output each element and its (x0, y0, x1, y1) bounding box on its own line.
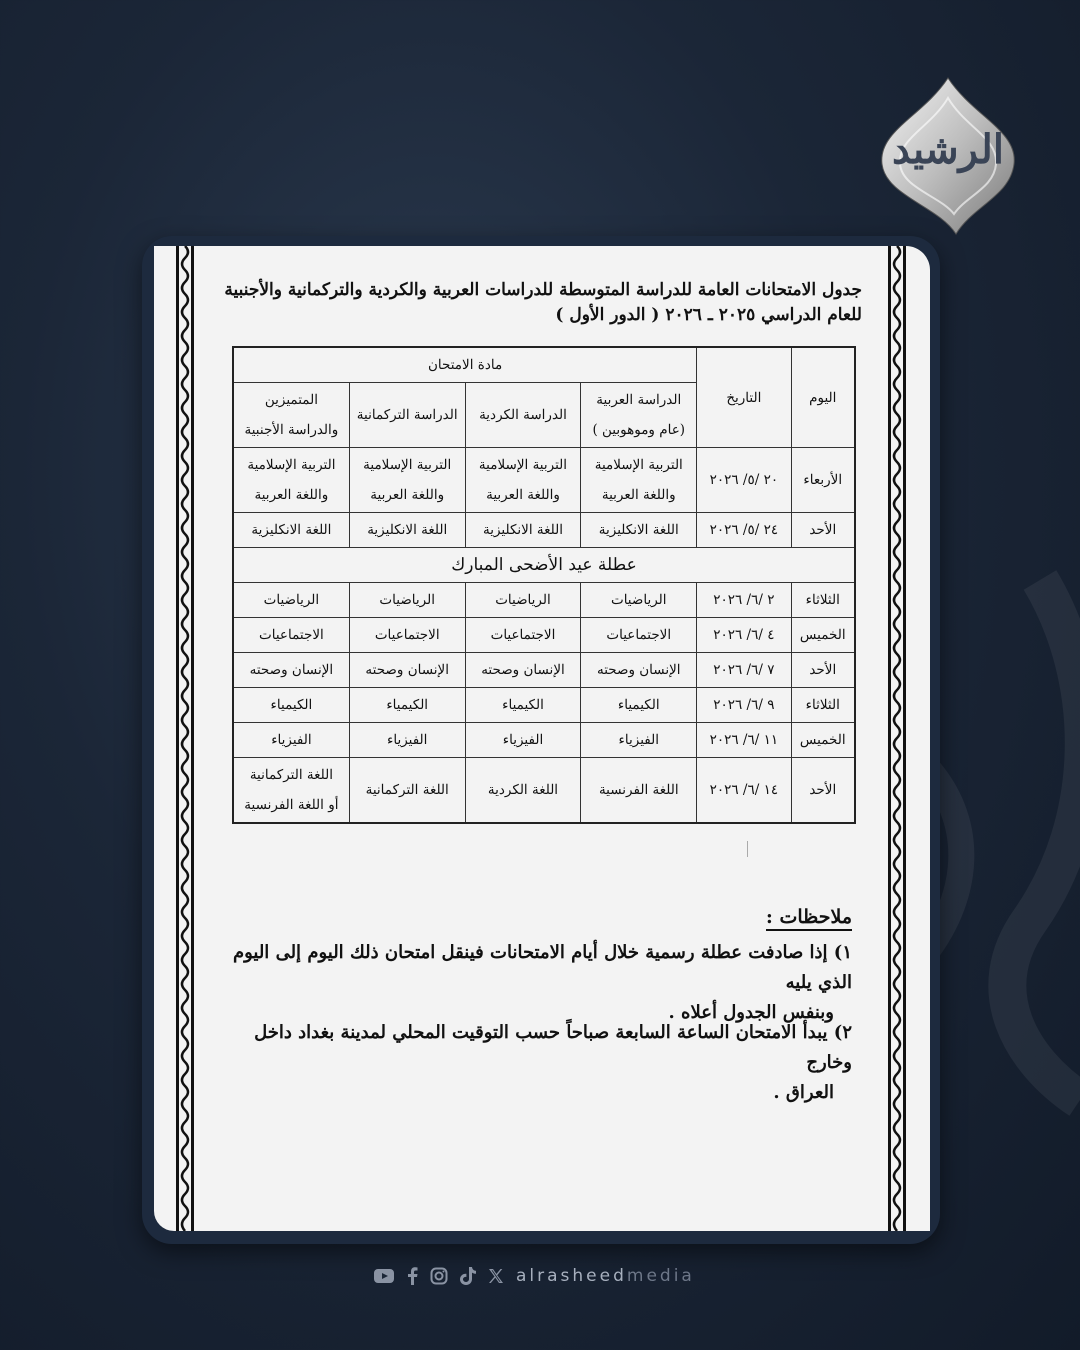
holiday-row (233, 548, 855, 583)
cell-kurdish-subject: الاجتماعيات (465, 618, 581, 653)
cell-turkmen-subject: الفيزياء (349, 723, 465, 758)
cell-subject-line2: واللغة العربية (601, 487, 676, 503)
cell-distinguished-line2: أو اللغة الفرنسية (244, 797, 339, 813)
cell-distinguished-subject: الفيزياء (233, 723, 349, 758)
header-date: التاريخ (697, 347, 791, 448)
header-distinguished-line1: المتميزين (264, 392, 318, 408)
cell-turkmen-subject: الرياضيات (349, 583, 465, 618)
decorative-border-right (888, 246, 906, 1231)
cell-subject-line1: التربية الإسلامية (363, 457, 452, 473)
cell-day: الخميس (791, 618, 855, 653)
header-distinguished-line2: والدراسة الأجنبية (244, 422, 339, 438)
header-subject-group: مادة الامتحان (233, 347, 697, 383)
cell-turkmen-subject (349, 513, 465, 548)
table-row (233, 688, 855, 723)
handle-dim: media (626, 1266, 695, 1286)
cell-date: ١٤ /٦/ ٢٠٢٦ (697, 758, 791, 824)
cell-turkmen-subject: الإنسان وصحته (349, 653, 465, 688)
cell-turkmen-subject: اللغة التركمانية (349, 758, 465, 824)
header-kurdish-study: الدراسة الكردية (465, 383, 581, 448)
cell-turkmen-subject: الكيمياء (349, 688, 465, 723)
cell-date: ٩ /٦/ ٢٠٢٦ (697, 688, 791, 723)
table-row (233, 618, 855, 653)
table-row (233, 513, 855, 548)
cell-date: ٢٠ /٥/ ٢٠٢٦ (697, 448, 791, 513)
title-line-2: للعام الدراسي ٢٠٢٥ ـ ٢٠٢٦ ( الدور الأول ) (555, 305, 862, 325)
cell-day: الخميس (791, 723, 855, 758)
cell-arabic-subject: الرياضيات (581, 583, 697, 618)
alrasheed-logo (878, 76, 1018, 236)
cell-turkmen-subject: الاجتماعيات (349, 618, 465, 653)
notes-heading: ملاحظات : (766, 906, 852, 931)
cell-arabic-subject: الفيزياء (581, 723, 697, 758)
cell-kurdish-subject (465, 448, 581, 513)
table-row (233, 448, 855, 513)
cell-subject-line2: واللغة العربية (370, 487, 445, 503)
note-1-line-2: وبنفس الجدول أعلاه . (668, 1002, 834, 1023)
cell-distinguished-line1: اللغة التركمانية (249, 767, 333, 783)
cell-day: الثلاثاء (791, 583, 855, 618)
table-row (233, 653, 855, 688)
header-day: اليوم (791, 347, 855, 448)
cell-arabic-subject: اللغة الفرنسية (581, 758, 697, 824)
cell-distinguished-subject: الرياضيات (233, 583, 349, 618)
cell-date: ٢٤ /٥/ ٢٠٢٦ (697, 513, 791, 548)
cell-date: ١١ /٦/ ٢٠٢٦ (697, 723, 791, 758)
cell-distinguished-subject: الإنسان وصحته (233, 653, 349, 688)
header-arabic-line1: الدراسة العربية (596, 392, 682, 408)
cell-kurdish-subject (465, 513, 581, 548)
cell-date: ٤ /٦/ ٢٠٢٦ (697, 618, 791, 653)
cell-day: الأحد (791, 653, 855, 688)
tiktok-icon[interactable] (460, 1267, 476, 1285)
cell-day: الأحد (791, 513, 855, 548)
logo-text: الرشيد (892, 126, 1004, 173)
cell-subject-line1: التربية الإسلامية (247, 457, 336, 473)
table-row (233, 723, 855, 758)
document-title (214, 278, 862, 328)
cell-distinguished-subject (233, 448, 349, 513)
cell-subject-line1: اللغة الانكليزية (251, 522, 332, 538)
decorative-border-left (176, 246, 194, 1231)
cell-day: الثلاثاء (791, 688, 855, 723)
cell-distinguished-subject: الكيمياء (233, 688, 349, 723)
cell-distinguished-subject (233, 758, 349, 824)
header-turkmen-study: الدراسة التركمانية (349, 383, 465, 448)
header-distinguished-study (233, 383, 349, 448)
rows-before-holiday (233, 448, 855, 548)
table-row (233, 583, 855, 618)
cell-kurdish-subject: الكيمياء (465, 688, 581, 723)
cell-subject-line2: واللغة العربية (254, 487, 329, 503)
header-arabic-line2: (عام وموهوبين ) (592, 422, 686, 438)
cell-subject-line2: واللغة العربية (486, 487, 560, 503)
cell-arabic-subject: الإنسان وصحته (581, 653, 697, 688)
cell-kurdish-subject: الفيزياء (465, 723, 581, 758)
cell-day: الأحد (791, 758, 855, 824)
cell-kurdish-subject: اللغة الكردية (465, 758, 581, 824)
cell-subject-line1: اللغة الانكليزية (482, 522, 563, 538)
cell-arabic-subject: الكيمياء (581, 688, 697, 723)
cell-arabic-subject (581, 513, 697, 548)
scan-mark (747, 841, 748, 857)
exam-schedule-table (232, 346, 856, 824)
table-row-last (233, 758, 855, 824)
cell-kurdish-subject: الإنسان وصحته (465, 653, 581, 688)
holiday-label: عطلة عيد الأضحى المبارك (233, 548, 855, 583)
header-arabic-study (581, 383, 697, 448)
x-icon[interactable] (488, 1268, 504, 1284)
cell-subject-line1: التربية الإسلامية (594, 457, 683, 473)
note-1-line-1: ١) إذا صادفت عطلة رسمية خلال أيام الامتحانات فينقل امتحان ذلك اليوم إلى اليوم الذي يليه (232, 942, 852, 993)
cell-subject-line1: اللغة الانكليزية (598, 522, 679, 538)
note-1 (212, 938, 852, 1028)
facebook-icon[interactable] (406, 1267, 418, 1285)
cell-arabic-subject: الاجتماعيات (581, 618, 697, 653)
title-line-1: جدول الامتحانات العامة للدراسة المتوسطة للدراسات العربية والكردية والتركمانية والأجنبية (224, 280, 862, 300)
cell-day: الأربعاء (791, 448, 855, 513)
handle-main: alrasheed (516, 1266, 627, 1286)
cell-kurdish-subject: الرياضيات (465, 583, 581, 618)
cell-subject-line1: التربية الإسلامية (478, 457, 568, 473)
note-2 (212, 1018, 852, 1108)
cell-distinguished-subject (233, 513, 349, 548)
youtube-icon[interactable] (374, 1269, 394, 1283)
note-2-line-2: العراق . (773, 1082, 834, 1103)
note-2-line-1: ٢) يبدأ الامتحان الساعة السابعة صباحاً حسب التوقيت المحلي لمدينة بغداد داخل وخارج (254, 1022, 852, 1073)
exam-schedule-document (154, 246, 930, 1231)
cell-arabic-subject (581, 448, 697, 513)
cell-turkmen-subject (349, 448, 465, 513)
footer-handle[interactable] (516, 1266, 695, 1286)
rows-after-holiday (233, 583, 855, 758)
social-footer (374, 1264, 695, 1288)
instagram-icon[interactable] (430, 1267, 448, 1285)
cell-date: ٧ /٦/ ٢٠٢٦ (697, 653, 791, 688)
cell-date: ٢ /٦/ ٢٠٢٦ (697, 583, 791, 618)
table-header-row (233, 347, 855, 383)
cell-distinguished-subject: الاجتماعيات (233, 618, 349, 653)
cell-subject-line1: اللغة الانكليزية (367, 522, 448, 538)
